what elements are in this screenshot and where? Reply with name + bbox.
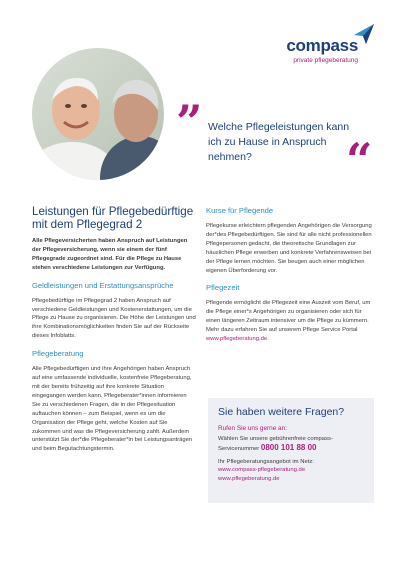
compass-website-link[interactable]: www.compass-pflegeberatung.de xyxy=(218,467,306,474)
contact-phone[interactable]: 0800 101 88 00 xyxy=(260,442,317,452)
contact-title: Sie haben weitere Fragen? xyxy=(218,406,345,418)
logo-tagline: private pflegeberatung xyxy=(293,57,358,64)
contact-call-label: Rufen Sie uns gerne an: xyxy=(218,425,287,432)
section-heading-geldleistungen: Geldleistungen und Erstattungsansprüche xyxy=(32,280,174,290)
pflegeberatung-link[interactable]: www.pflegeberatung.de. xyxy=(206,336,269,343)
section-text-geldleistungen: Pflegebedürftige im Pflegegrad 2 haben Anspruch auf verschiedene Geldleistungen und Kostenerstattungen, um die Pflege zu Hause zu organisieren. Die Höhe der Leistungen und ihre Kombinationsmöglichkeiten finden Sie auf der Rückseite dieses Infoblatts. xyxy=(32,297,196,340)
quote-open-mark: ” xyxy=(176,95,203,149)
contact-hotline-text: Wählen Sie unsere gebührenfreie compass-Servicenummer xyxy=(218,436,333,452)
pflegezeit-text: Pflegende ermöglicht die Pflegezeit eine Auszeit vom Beruf, um die Pflege einer*s Angehörigen zu organisieren oder sich für einen längeren Zeitraum intensiver um die Pflege zu kümmern. Mehr dazu erfahren Sie auf unserem Pflege Service Portal xyxy=(206,300,371,334)
section-heading-pflegeberatung: Pflegeberatung xyxy=(32,349,84,359)
contact-box xyxy=(208,398,374,503)
section-text-pflegeberatung: Alle Pflegebedürftigen und ihre Angehörigen haben Anspruch auf eine umfassende individuelle, kostenfreie Pflegeberatung, mit der bereits frühzeitig auf ihre konkrete Situation eingegangen werden kann. Pflegeberater*innen informieren Sie zu verschiedenen Fragen, die in der Pflegesituation auftauchen können – zum Beispiel, wenn es um die Organisation der Pflege geht, welche Kosten auf Sie zukommen und was die Pflegeversicherung zahlt. Außerdem unterstützt Sie der*die Pflegeberater*in bei Leistungsanträgen und beim Begutachtungstermin. xyxy=(32,366,193,453)
section-text-pflegezeit xyxy=(206,299,372,344)
section-heading-kurse: Kurse für Pflegende xyxy=(206,206,274,215)
seniors-photo xyxy=(32,48,164,180)
left-column xyxy=(32,206,196,454)
section-heading-pflegezeit: Pflegezeit xyxy=(206,283,240,293)
quote-close-mark: “ xyxy=(346,133,373,187)
right-column xyxy=(206,206,372,344)
intro-text: Alle Pflegeversicherten haben Anspruch auf Leistungen der Pflegeversicherung, wenn sie einem der fünf Pflegegrade zugeordnet sind. Für die Pflege zu Hause stehen verschiedene Leistungen zur Verfügung. xyxy=(32,238,188,271)
page-title: Leistungen für Pflegebedürftige mit dem Pflegegrad 2 xyxy=(32,205,194,231)
contact-web-label: Ihr Pflegeberatungsangebot im Netz: xyxy=(218,458,314,465)
section-text-kurse: Pflegekurse erleichtern pflegenden Angehörigen die Versorgung der*des Pflegebedürftigen. Sie sind für alle nicht professionellen Pflegepersonen gedacht, die theoretische Grundlagen zur häuslichen Pflege erwerben und konkrete Verfahrensweisen bei der Pflege lernen möchten. Sie beugen auch einer möglichen eigenen Überforderung vor. xyxy=(206,223,372,274)
headline-question: Welche Pflegeleistungen kann ich zu Hause in Anspruch nehmen? xyxy=(208,121,350,163)
pflegeberatung-website-link[interactable]: www.pflegeberatung.de xyxy=(218,476,280,483)
logo-name: compass xyxy=(286,36,358,55)
contact-text xyxy=(218,435,364,454)
